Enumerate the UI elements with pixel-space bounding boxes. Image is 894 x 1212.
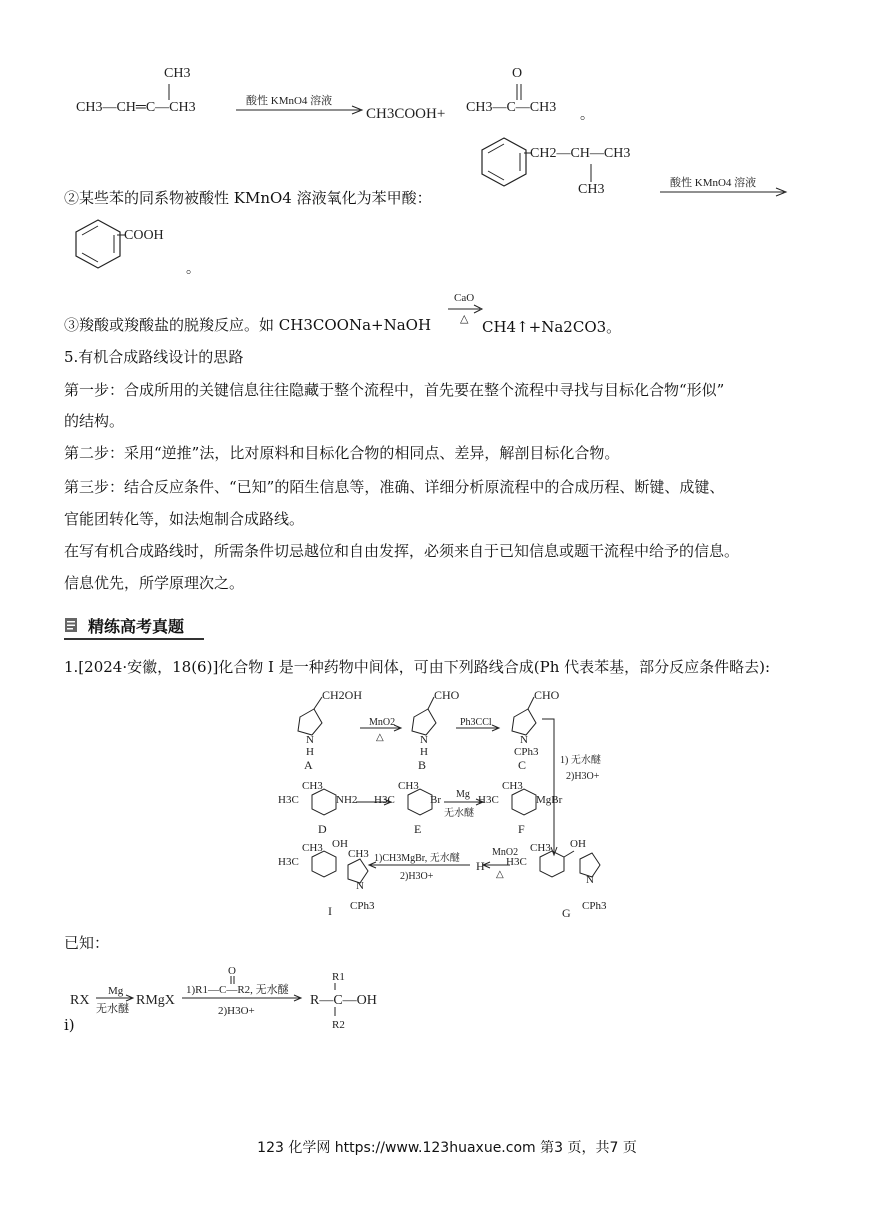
svg-text:D: D	[318, 822, 327, 836]
svg-text:F: F	[518, 822, 525, 836]
step2: 第二步：采用“逆推”法，比对原料和目标化合物的相同点、差异，解剖目标化合物。	[64, 444, 620, 462]
note-line2: 信息优先，所学原理次之。	[64, 574, 245, 592]
svg-text:CH3: CH3	[348, 848, 369, 860]
svg-text:1)R1—C—R2, 无水醚: 1)R1—C—R2, 无水醚	[186, 984, 289, 996]
compound-d	[278, 780, 357, 836]
svg-text:H3C: H3C	[478, 794, 499, 806]
svg-text:C: C	[518, 758, 527, 772]
question-1: 1.[2024·安徽，18(6)]化合物 I 是一种药物中间体，可由下列路线合成(Ph 代表苯基，部分反应条件略去):	[64, 658, 771, 676]
svg-text:2)H3O+: 2)H3O+	[400, 871, 434, 882]
reaction-arrow	[236, 104, 366, 116]
svg-text:N: N	[586, 874, 594, 886]
known-label: i)	[64, 1016, 75, 1034]
compound-e	[374, 780, 441, 836]
product-acetone: CH3—C—CH3	[466, 100, 557, 115]
svg-text:OH: OH	[570, 838, 586, 850]
decarboxylation-products: CH4↑+Na2CO3。	[482, 318, 622, 336]
bond-vertical	[160, 82, 180, 102]
carboxyl-group: COOH	[124, 228, 164, 243]
step1-line2: 的结构。	[64, 412, 125, 430]
svg-text:E: E	[414, 822, 422, 836]
cond-bc: Ph3CCl	[460, 717, 492, 728]
svg-text:△: △	[496, 869, 504, 880]
svg-text:CH3: CH3	[502, 780, 523, 792]
svg-text:CH3: CH3	[302, 780, 323, 792]
svg-text:CHO: CHO	[434, 688, 460, 702]
note-line1: 在写有机合成路线时，所需条件切忌越位和自由发挥，必须来自于已知信息或题干流程中给予的信息。	[64, 542, 740, 560]
compound-i	[278, 838, 375, 918]
svg-text:H: H	[476, 859, 485, 873]
svg-text:1)CH3MgBr, 无水醚: 1)CH3MgBr, 无水醚	[374, 853, 460, 864]
svg-text:无水醚: 无水醚	[96, 1003, 129, 1015]
svg-text:Br: Br	[430, 794, 441, 806]
svg-text:MgBr: MgBr	[536, 794, 563, 806]
svg-text:H3C: H3C	[374, 794, 395, 806]
compound-f	[478, 780, 563, 836]
svg-text:H: H	[306, 746, 314, 758]
svg-text:B: B	[418, 758, 427, 772]
svg-text:Mg: Mg	[108, 985, 124, 997]
svg-text:MnO2: MnO2	[492, 847, 519, 858]
svg-text:I: I	[328, 904, 332, 918]
condition-kmno4: 酸性 KMnO4 溶液	[246, 95, 333, 107]
svg-text:CPh3: CPh3	[582, 900, 607, 912]
cond-cao: CaO	[454, 292, 475, 304]
branch-methyl: CH3	[578, 182, 605, 197]
double-bond	[512, 82, 528, 102]
known-reaction	[70, 962, 390, 1040]
svg-text:H: H	[420, 746, 428, 758]
svg-text:H3C: H3C	[278, 794, 299, 806]
svg-text:CHO: CHO	[534, 688, 560, 702]
compound-g	[506, 838, 607, 920]
svg-text:2)H3O+: 2)H3O+	[218, 1005, 255, 1017]
compound-a	[298, 688, 362, 772]
svg-text:CH2OH: CH2OH	[322, 688, 363, 702]
product-acetic-acid: CH3COOH+	[366, 106, 446, 122]
section-title: 5.有机合成路线设计的思路	[64, 348, 244, 366]
svg-text:CPh3: CPh3	[350, 900, 375, 912]
rmgx: RMgX	[136, 993, 175, 1008]
svg-text:△: △	[376, 732, 384, 743]
svg-text:H3C: H3C	[506, 856, 527, 868]
alcohol-product: R—C—OH	[310, 993, 377, 1008]
svg-text:无水醚: 无水醚	[444, 808, 474, 819]
benzene-ring-icon	[70, 216, 126, 272]
svg-text:N: N	[520, 734, 528, 746]
svg-text:O: O	[228, 965, 236, 977]
svg-text:2)H3O+: 2)H3O+	[566, 771, 600, 782]
compound-c	[512, 688, 560, 772]
svg-text:CH3: CH3	[398, 780, 419, 792]
heading-text: 精练高考真题	[88, 617, 185, 636]
condition-kmno4-2: 酸性 KMnO4 溶液	[670, 177, 757, 189]
known-title: 已知：	[64, 934, 110, 952]
intro-benzoic: ②某些苯的同系物被酸性 KMnO4 溶液氧化为苯甲酸：	[64, 189, 432, 207]
svg-text:R1: R1	[332, 971, 345, 983]
step3-line1: 第三步：结合反应条件、“已知”的陌生信息等，准确、详细分析原流程中的合成历程、断键、成键、	[64, 478, 725, 496]
rx: RX	[70, 993, 90, 1008]
section-heading	[64, 612, 204, 640]
svg-text:CH3: CH3	[302, 842, 323, 854]
isobutyl-chain: CH2—CH—CH3	[530, 146, 631, 161]
end-mark: 。	[580, 107, 594, 123]
svg-text:N: N	[356, 880, 364, 892]
compound-b	[412, 688, 460, 772]
svg-text:R2: R2	[332, 1019, 345, 1031]
ketone-oxygen: O	[512, 66, 523, 81]
document-icon	[64, 617, 78, 633]
page-footer: 123 化学网 https://www.123huaxue.com 第3 页，共7 页	[257, 1140, 637, 1156]
step1-line1: 第一步：合成所用的关键信息往往隐藏于整个流程中，首先要在整个流程中寻找与目标化合物“形似”	[64, 381, 725, 399]
step3-line2: 官能团转化等，如法炮制合成路线。	[64, 510, 305, 528]
svg-text:NH2: NH2	[336, 794, 358, 806]
reactant-formula: CH3—CH═C—CH3	[76, 100, 196, 115]
cond-heat: △	[460, 313, 469, 325]
svg-text:N: N	[420, 734, 428, 746]
benzene-ring-icon	[476, 134, 532, 190]
svg-text:H3C: H3C	[278, 856, 299, 868]
svg-text:CH3: CH3	[530, 842, 551, 854]
svg-text:N: N	[306, 734, 314, 746]
svg-text:A: A	[304, 758, 313, 772]
svg-text:CPh3: CPh3	[514, 746, 539, 758]
svg-text:G: G	[562, 906, 571, 920]
synthesis-scheme	[270, 685, 630, 925]
cond-ab: MnO2	[369, 717, 396, 728]
svg-text:1) 无水醚: 1) 无水醚	[560, 755, 601, 766]
svg-text:OH: OH	[332, 838, 348, 850]
cond-ef: Mg	[456, 789, 470, 800]
end-mark-2: 。	[186, 261, 200, 277]
decarboxylation-text: ③羧酸或羧酸盐的脱羧反应。如 CH3COONa+NaOH	[64, 316, 432, 334]
methyl-top: CH3	[164, 66, 191, 81]
